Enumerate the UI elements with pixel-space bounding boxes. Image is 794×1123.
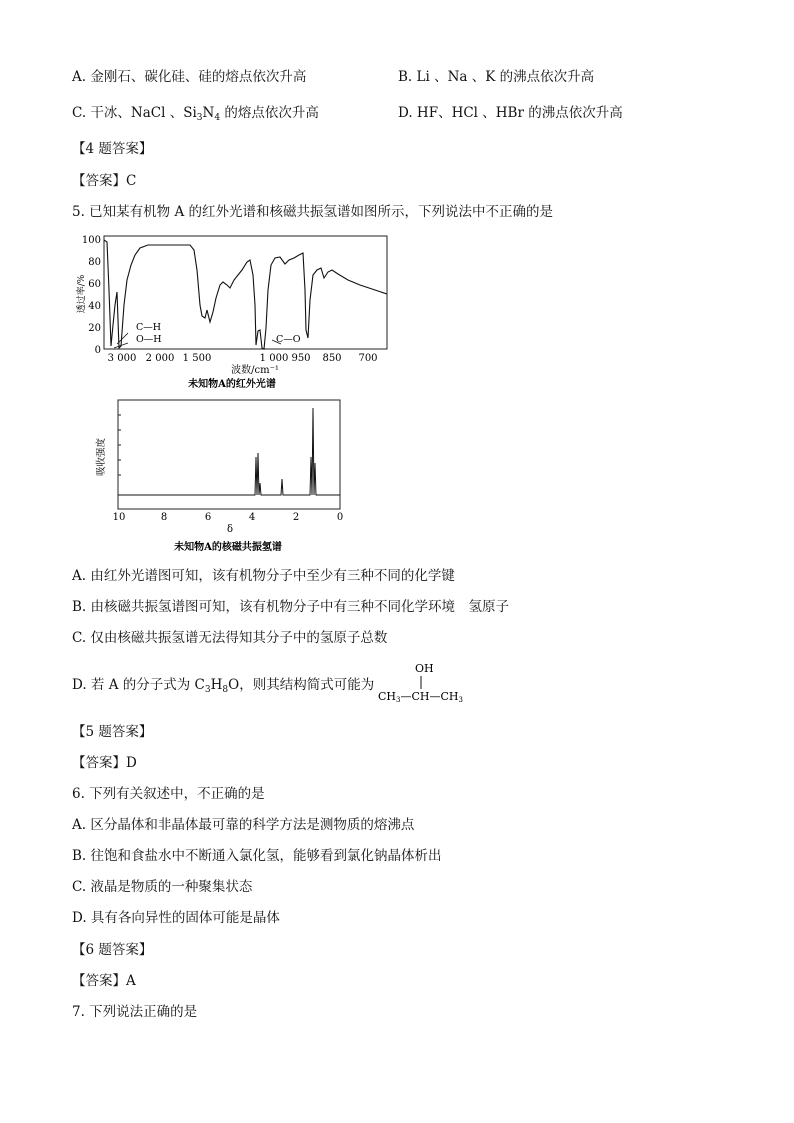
q4-option-c-sub1: 3 (196, 113, 203, 123)
q4-option-d: D. HF、HCl 、HBr 的沸点依次升高 (398, 105, 623, 121)
q5-answer: 【答案】D (72, 755, 137, 771)
ir-annotation-ch: C—H (136, 322, 162, 333)
q5-option-c: C. 仅由核磁共振氢谱无法得知其分子中的氢原子总数 (72, 630, 388, 646)
q4-option-c-pre: C. 干冰、NaCl 、Si (72, 105, 197, 121)
structure-ch3-left-sub: 3 (396, 696, 401, 704)
structure-ch3-left: CH (378, 690, 397, 703)
q4-option-b: B. Li 、Na 、K 的沸点依次升高 (398, 69, 595, 85)
q4-option-a: A. 金刚石、碳化硅、硅的熔点依次升高 (72, 69, 307, 85)
q6-answer: 【答案】A (72, 973, 136, 989)
q7-stem: 7. 下列说法正确的是 (72, 1004, 198, 1020)
structural-formula (376, 658, 481, 706)
nmr-xtick-10: 10 (112, 512, 126, 523)
nmr-xtick-6: 6 (204, 512, 212, 523)
q6-option-a: A. 区分晶体和非晶体最可靠的科学方法是测物质的熔沸点 (72, 817, 415, 833)
q4-answer: 【答案】C (72, 173, 137, 189)
q5-option-d-sub2: 8 (222, 685, 229, 695)
q5-option-d-post: O，则其结构简式可能为 (228, 677, 375, 693)
ir-ytick-40: 40 (88, 301, 101, 312)
q5-option-d-sub1: 3 (204, 685, 211, 695)
q6-section-heading: 【6 题答案】 (72, 942, 153, 958)
ir-xtick-850: 850 (322, 353, 342, 364)
ir-xtick-700: 700 (358, 353, 378, 364)
q6-option-c: C. 液晶是物质的一种聚集状态 (72, 879, 253, 895)
nmr-xtick-2: 2 (292, 512, 300, 523)
q5-section-heading: 【5 题答案】 (72, 724, 153, 740)
ir-ytick-100: 100 (81, 235, 101, 246)
q6-option-d: D. 具有各向异性的固体可能是晶体 (72, 910, 280, 926)
ir-ytick-60: 60 (88, 279, 101, 290)
q6-stem: 6. 下列有关叙述中，不正确的是 (72, 786, 265, 802)
q5-option-d-pre: D. 若 A 的分子式为 C (72, 677, 205, 693)
ir-xtick-2000: 2 000 (145, 353, 175, 364)
nmr-xtick-4: 4 (248, 512, 256, 523)
nmr-xtick-0: 0 (336, 512, 344, 523)
q5-option-d (72, 676, 374, 699)
ir-ytick-80: 80 (88, 257, 101, 268)
ir-spectrum-figure (70, 230, 395, 395)
q5-option-a: A. 由红外光谱图可知，该有机物分子中至少有三种不同的化学键 (72, 568, 455, 584)
q5-stem: 5. 已知某有机物 A 的红外光谱和核磁共振氢谱如图所示，下列说法中不正确的是 (72, 204, 554, 220)
q4-option-c-post: 的熔点依次升高 (220, 105, 319, 121)
ir-x-axis-label: 波数/cm⁻¹ (231, 365, 279, 376)
structure-oh-group: OH (415, 662, 434, 675)
ir-caption: 未知物A的红外光谱 (188, 379, 276, 390)
nmr-y-axis-label: 吸收强度 (96, 437, 107, 477)
q5-option-d-h: H (210, 677, 223, 693)
ir-xtick-3000: 3 000 (107, 353, 137, 364)
q5-option-b: B. 由核磁共振氢谱图可知，该有机物分子中有三种不同化学环境 氢原子 (72, 599, 510, 615)
structure-ch3-right-sub: 3 (458, 696, 463, 704)
structure-main-chain (378, 690, 463, 704)
nmr-spectrum-figure (90, 395, 350, 557)
ir-annotation-oh: O—H (136, 334, 162, 345)
ir-ytick-0: 0 (94, 345, 101, 356)
q4-section-heading: 【4 题答案】 (72, 141, 153, 157)
ir-y-axis-label: 透过率/% (77, 274, 87, 314)
ir-xtick-1500: 1 500 (182, 353, 212, 364)
nmr-xtick-8: 8 (160, 512, 168, 523)
structure-ch-ch: —CH—CH (400, 690, 459, 703)
nmr-plot-frame (118, 400, 340, 509)
q6-option-b: B. 往饱和食盐水中不断通入氯化氢，能够看到氯化钠晶体析出 (72, 848, 442, 864)
ir-xtick-950: 950 (291, 353, 311, 364)
nmr-x-axis-label: δ (226, 524, 234, 535)
ir-ytick-20: 20 (88, 323, 101, 334)
q4-option-c-mid: N (202, 105, 215, 121)
q4-option-c (72, 104, 319, 127)
nmr-caption: 未知物A的核磁共振氢谱 (174, 542, 282, 553)
ir-xtick-1000: 1 000 (259, 353, 289, 364)
q4-option-c-sub2: 4 (214, 113, 221, 123)
nmr-spectrum-trace (118, 408, 340, 495)
ir-annotation-co: C—O (276, 334, 301, 345)
